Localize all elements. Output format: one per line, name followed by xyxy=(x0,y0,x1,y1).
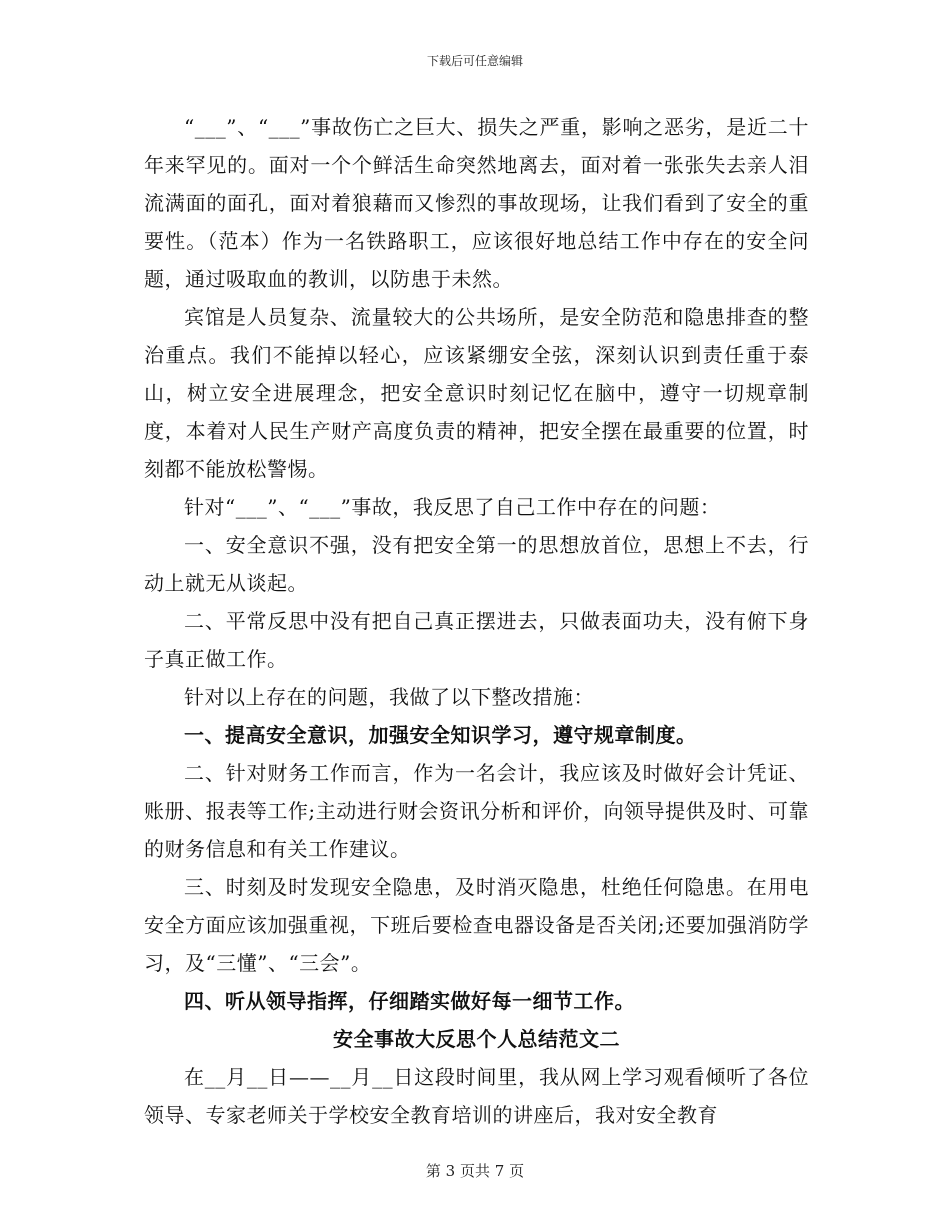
paragraph-hotel-safety: 宾馆是人员复杂、流量较大的公共场所，是安全防范和隐患排查的整治重点。我们不能掉以轻心，应该紧绷安全弦，深刻认识到责任重于泰山，树立安全进展理念，把安全意识时刻记忆在脑中，遵守一切规章制度，本着对人民生产财产高度负责的精神，把安全摆在最重要的位置，时刻都不能放松警惕。 xyxy=(144,305,809,481)
page-header: 下载后可任意编辑 xyxy=(426,54,523,68)
paragraph-accident-intro: “___”、“___”事故伤亡之巨大、损失之严重，影响之恶劣，是近二十年来罕见的。面对一个个鲜活生命突然地离去，面对着一张张失去亲人泪流满面的面孔，面对着狼藉而又惨烈的事故现场，让我们看到了安全的重要性。（范本）作为一名铁路职工，应该很好地总结工作中存在的安全问题，通过吸取血的教训，以防患于未然。 xyxy=(144,115,809,291)
paragraph-reflection-intro: 针对“___”、“___”事故，我反思了自己工作中存在的问题： xyxy=(184,495,721,519)
document-body xyxy=(144,108,809,1134)
paragraph-problem-1: 一、安全意识不强，没有把安全第一的思想放首位，思想上不去，行动上就无从谈起。 xyxy=(144,533,809,595)
page-footer: 第 3 页共 7 页 xyxy=(425,1162,525,1180)
paragraph-measures-intro: 针对以上存在的问题，我做了以下整改措施： xyxy=(184,685,594,709)
section-title: 安全事故大反思个人总结范文二 xyxy=(333,1027,620,1051)
paragraph-section-two-intro: 在__月__日——__月__日这段时间里，我从网上学习观看倾听了各位领导、专家老师关于学校安全教育培训的讲座后，我对安全教育 xyxy=(144,1065,809,1127)
paragraph-problem-2: 二、平常反思中没有把自己真正摆进去，只做表面功夫，没有俯下身子真正做工作。 xyxy=(144,609,809,671)
paragraph-measure-1: 一、提高安全意识，加强安全知识学习，遵守规章制度。 xyxy=(184,723,697,747)
paragraph-measure-4: 四、听从领导指挥，仔细踏实做好每一细节工作。 xyxy=(184,989,635,1013)
paragraph-measure-3: 三、时刻及时发现安全隐患，及时消灭隐患，杜绝任何隐患。在用电安全方面应该加强重视，下班后要检查电器设备是否关闭;还要加强消防学习，及“三懂”、“三会”。 xyxy=(144,875,809,975)
paragraph-measure-2: 二、针对财务工作而言，作为一名会计，我应该及时做好会计凭证、账册、报表等工作;主动进行财会资讯分析和评价，向领导提供及时、可靠的财务信息和有关工作建议。 xyxy=(144,761,809,861)
